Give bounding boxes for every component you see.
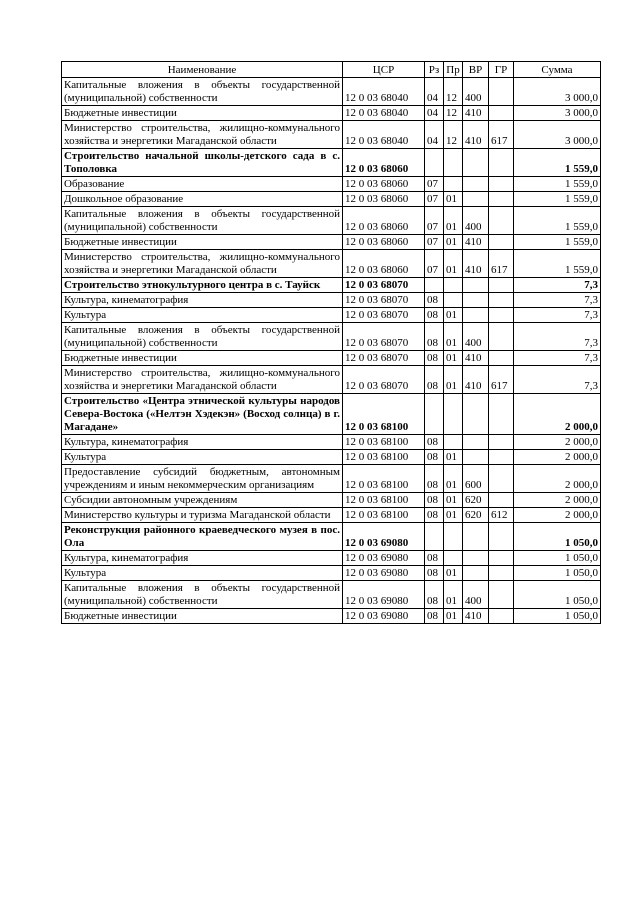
- cell-vr: [463, 450, 489, 465]
- table-row: [62, 106, 601, 121]
- cell-name: Министерство культуры и туризма Магаданской области: [62, 508, 343, 523]
- cell-csr: 12 0 03 68070: [343, 293, 425, 308]
- cell-name: Бюджетные инвестиции: [62, 235, 343, 250]
- table-row: [62, 323, 601, 351]
- cell-gr: [489, 106, 514, 121]
- table-row: [62, 177, 601, 192]
- table-row: [62, 566, 601, 581]
- table-row: [62, 149, 601, 177]
- table-row: [62, 508, 601, 523]
- cell-pr: 12: [444, 121, 463, 149]
- cell-sum: 2 000,0: [514, 394, 601, 435]
- cell-sum: 2 000,0: [514, 493, 601, 508]
- cell-gr: [489, 465, 514, 493]
- cell-csr: 12 0 03 69080: [343, 581, 425, 609]
- cell-name: Строительство этнокультурного центра в с. Тауйск: [62, 278, 343, 293]
- cell-gr: [489, 581, 514, 609]
- cell-pr: 12: [444, 106, 463, 121]
- cell-gr: [489, 192, 514, 207]
- cell-rz: 07: [425, 250, 444, 278]
- table-row: [62, 207, 601, 235]
- cell-rz: [425, 278, 444, 293]
- cell-csr: 12 0 03 68100: [343, 450, 425, 465]
- cell-gr: [489, 493, 514, 508]
- cell-csr: 12 0 03 68060: [343, 250, 425, 278]
- budget-table: [61, 61, 601, 624]
- cell-sum: 1 559,0: [514, 207, 601, 235]
- header-csr: ЦСР: [343, 62, 425, 78]
- cell-sum: 2 000,0: [514, 435, 601, 450]
- cell-csr: 12 0 03 68100: [343, 435, 425, 450]
- header-vr: ВР: [463, 62, 489, 78]
- cell-rz: 08: [425, 293, 444, 308]
- table-header-row: [62, 62, 601, 78]
- cell-vr: 400: [463, 323, 489, 351]
- cell-sum: 7,3: [514, 293, 601, 308]
- cell-sum: 7,3: [514, 351, 601, 366]
- cell-rz: 08: [425, 581, 444, 609]
- cell-sum: 2 000,0: [514, 465, 601, 493]
- cell-vr: [463, 308, 489, 323]
- cell-vr: [463, 149, 489, 177]
- cell-vr: 600: [463, 465, 489, 493]
- cell-vr: 410: [463, 609, 489, 624]
- cell-name: Капитальные вложения в объекты государственной (муниципальной) собственности: [62, 207, 343, 235]
- cell-name: Министерство строительства, жилищно-коммунального хозяйства и энергетики Магаданской области: [62, 121, 343, 149]
- cell-rz: 04: [425, 106, 444, 121]
- cell-pr: 01: [444, 235, 463, 250]
- cell-rz: [425, 394, 444, 435]
- cell-name: Строительство начальной школы-детского сада в с. Тополовка: [62, 149, 343, 177]
- table-row: [62, 465, 601, 493]
- cell-gr: [489, 450, 514, 465]
- cell-rz: 08: [425, 435, 444, 450]
- cell-pr: 01: [444, 366, 463, 394]
- cell-rz: 08: [425, 323, 444, 351]
- cell-pr: 01: [444, 207, 463, 235]
- table-row: [62, 551, 601, 566]
- cell-name: Строительство «Центра этнической культуры народов Севера-Востока («Нелтэн Хэдекэн» (Восход солнца) в г. Магадане»: [62, 394, 343, 435]
- cell-vr: [463, 278, 489, 293]
- cell-gr: 612: [489, 508, 514, 523]
- cell-vr: 400: [463, 581, 489, 609]
- cell-gr: 617: [489, 250, 514, 278]
- cell-sum: 1 559,0: [514, 250, 601, 278]
- cell-rz: 08: [425, 551, 444, 566]
- cell-vr: 410: [463, 235, 489, 250]
- cell-vr: 410: [463, 106, 489, 121]
- cell-gr: [489, 351, 514, 366]
- cell-gr: [489, 207, 514, 235]
- cell-vr: [463, 177, 489, 192]
- cell-gr: [489, 609, 514, 624]
- cell-csr: 12 0 03 68100: [343, 394, 425, 435]
- cell-gr: [489, 149, 514, 177]
- cell-csr: 12 0 03 69080: [343, 551, 425, 566]
- cell-vr: [463, 394, 489, 435]
- cell-sum: 1 050,0: [514, 523, 601, 551]
- cell-rz: [425, 149, 444, 177]
- cell-rz: 08: [425, 450, 444, 465]
- cell-rz: 07: [425, 192, 444, 207]
- cell-gr: [489, 394, 514, 435]
- cell-pr: [444, 177, 463, 192]
- header-sum: Сумма: [514, 62, 601, 78]
- cell-vr: [463, 523, 489, 551]
- cell-vr: [463, 551, 489, 566]
- cell-sum: 7,3: [514, 308, 601, 323]
- cell-vr: 620: [463, 493, 489, 508]
- cell-pr: 01: [444, 566, 463, 581]
- cell-sum: 3 000,0: [514, 106, 601, 121]
- table-row: [62, 351, 601, 366]
- cell-csr: 12 0 03 69080: [343, 566, 425, 581]
- cell-sum: 1 559,0: [514, 149, 601, 177]
- cell-rz: 08: [425, 308, 444, 323]
- cell-pr: [444, 523, 463, 551]
- cell-gr: [489, 323, 514, 351]
- cell-sum: 1 050,0: [514, 551, 601, 566]
- cell-vr: 400: [463, 207, 489, 235]
- table-row: [62, 493, 601, 508]
- cell-name: Капитальные вложения в объекты государственной (муниципальной) собственности: [62, 78, 343, 106]
- cell-csr: 12 0 03 68070: [343, 366, 425, 394]
- cell-vr: [463, 192, 489, 207]
- cell-gr: [489, 523, 514, 551]
- cell-name: Культура: [62, 450, 343, 465]
- cell-vr: 400: [463, 78, 489, 106]
- cell-sum: 3 000,0: [514, 78, 601, 106]
- cell-csr: 12 0 03 68100: [343, 508, 425, 523]
- table-row: [62, 366, 601, 394]
- cell-vr: [463, 435, 489, 450]
- table-body: [62, 78, 601, 624]
- cell-name: Субсидии автономным учреждениям: [62, 493, 343, 508]
- cell-csr: 12 0 03 68070: [343, 323, 425, 351]
- table-row: [62, 308, 601, 323]
- cell-sum: 1 559,0: [514, 235, 601, 250]
- cell-pr: [444, 551, 463, 566]
- cell-gr: [489, 551, 514, 566]
- cell-name: Культура: [62, 308, 343, 323]
- table-row: [62, 450, 601, 465]
- cell-csr: 12 0 03 69080: [343, 609, 425, 624]
- cell-csr: 12 0 03 68070: [343, 278, 425, 293]
- cell-name: Дошкольное образование: [62, 192, 343, 207]
- table-row: [62, 394, 601, 435]
- cell-csr: 12 0 03 68060: [343, 177, 425, 192]
- cell-gr: [489, 566, 514, 581]
- cell-csr: 12 0 03 68100: [343, 493, 425, 508]
- cell-rz: 08: [425, 493, 444, 508]
- cell-sum: 1 050,0: [514, 581, 601, 609]
- cell-name: Предоставление субсидий бюджетным, автономным учреждениям и иным некоммерческим организациям: [62, 465, 343, 493]
- table-row: [62, 235, 601, 250]
- budget-document: [61, 61, 600, 624]
- cell-gr: [489, 78, 514, 106]
- cell-pr: [444, 149, 463, 177]
- table-row: [62, 293, 601, 308]
- cell-csr: 12 0 03 68040: [343, 78, 425, 106]
- cell-rz: [425, 523, 444, 551]
- cell-sum: 1 050,0: [514, 566, 601, 581]
- cell-vr: 410: [463, 121, 489, 149]
- cell-name: Бюджетные инвестиции: [62, 106, 343, 121]
- cell-name: Культура, кинематография: [62, 551, 343, 566]
- cell-pr: 01: [444, 351, 463, 366]
- cell-rz: 08: [425, 366, 444, 394]
- cell-gr: [489, 293, 514, 308]
- cell-name: Капитальные вложения в объекты государственной (муниципальной) собственности: [62, 323, 343, 351]
- cell-rz: 08: [425, 508, 444, 523]
- cell-pr: 12: [444, 78, 463, 106]
- cell-csr: 12 0 03 68100: [343, 465, 425, 493]
- cell-pr: [444, 278, 463, 293]
- cell-vr: [463, 566, 489, 581]
- cell-gr: [489, 308, 514, 323]
- cell-pr: 01: [444, 323, 463, 351]
- cell-vr: 410: [463, 250, 489, 278]
- header-rz: Рз: [425, 62, 444, 78]
- cell-pr: 01: [444, 450, 463, 465]
- cell-csr: 12 0 03 68060: [343, 149, 425, 177]
- table-row: [62, 121, 601, 149]
- cell-sum: 1 559,0: [514, 192, 601, 207]
- cell-pr: 01: [444, 581, 463, 609]
- cell-csr: 12 0 03 68040: [343, 106, 425, 121]
- cell-pr: 01: [444, 192, 463, 207]
- table-row: [62, 192, 601, 207]
- cell-sum: 3 000,0: [514, 121, 601, 149]
- cell-gr: [489, 278, 514, 293]
- cell-name: Бюджетные инвестиции: [62, 609, 343, 624]
- cell-sum: 1 559,0: [514, 177, 601, 192]
- cell-csr: 12 0 03 68060: [343, 192, 425, 207]
- cell-rz: 07: [425, 235, 444, 250]
- cell-vr: [463, 293, 489, 308]
- cell-name: Реконструкция районного краеведческого музея в пос. Ола: [62, 523, 343, 551]
- cell-name: Бюджетные инвестиции: [62, 351, 343, 366]
- cell-sum: 7,3: [514, 278, 601, 293]
- cell-rz: 04: [425, 121, 444, 149]
- header-gr: ГР: [489, 62, 514, 78]
- cell-csr: 12 0 03 69080: [343, 523, 425, 551]
- cell-sum: 2 000,0: [514, 508, 601, 523]
- cell-pr: [444, 435, 463, 450]
- header-pr: Пр: [444, 62, 463, 78]
- cell-pr: 01: [444, 308, 463, 323]
- cell-pr: 01: [444, 465, 463, 493]
- cell-rz: 07: [425, 177, 444, 192]
- cell-gr: 617: [489, 366, 514, 394]
- cell-gr: [489, 435, 514, 450]
- table-row: [62, 78, 601, 106]
- table-row: [62, 278, 601, 293]
- cell-csr: 12 0 03 68070: [343, 308, 425, 323]
- cell-sum: 2 000,0: [514, 450, 601, 465]
- cell-rz: 08: [425, 609, 444, 624]
- table-row: [62, 250, 601, 278]
- cell-pr: 01: [444, 493, 463, 508]
- cell-rz: 07: [425, 207, 444, 235]
- cell-gr: [489, 177, 514, 192]
- cell-sum: 7,3: [514, 366, 601, 394]
- cell-rz: 08: [425, 566, 444, 581]
- cell-name: Капитальные вложения в объекты государственной (муниципальной) собственности: [62, 581, 343, 609]
- cell-csr: 12 0 03 68060: [343, 207, 425, 235]
- table-row: [62, 609, 601, 624]
- cell-gr: 617: [489, 121, 514, 149]
- cell-name: Образование: [62, 177, 343, 192]
- header-name: Наименование: [62, 62, 343, 78]
- cell-vr: 410: [463, 351, 489, 366]
- table-row: [62, 435, 601, 450]
- cell-name: Министерство строительства, жилищно-коммунального хозяйства и энергетики Магаданской области: [62, 250, 343, 278]
- table-row: [62, 581, 601, 609]
- cell-sum: 7,3: [514, 323, 601, 351]
- cell-name: Культура: [62, 566, 343, 581]
- cell-csr: 12 0 03 68060: [343, 235, 425, 250]
- cell-rz: 08: [425, 465, 444, 493]
- cell-gr: [489, 235, 514, 250]
- table-row: [62, 523, 601, 551]
- cell-rz: 08: [425, 351, 444, 366]
- cell-vr: 410: [463, 366, 489, 394]
- cell-csr: 12 0 03 68070: [343, 351, 425, 366]
- cell-pr: [444, 293, 463, 308]
- cell-name: Культура, кинематография: [62, 435, 343, 450]
- cell-pr: [444, 394, 463, 435]
- cell-sum: 1 050,0: [514, 609, 601, 624]
- cell-name: Культура, кинематография: [62, 293, 343, 308]
- cell-vr: 620: [463, 508, 489, 523]
- cell-pr: 01: [444, 609, 463, 624]
- cell-pr: 01: [444, 250, 463, 278]
- cell-rz: 04: [425, 78, 444, 106]
- cell-name: Министерство строительства, жилищно-коммунального хозяйства и энергетики Магаданской области: [62, 366, 343, 394]
- cell-pr: 01: [444, 508, 463, 523]
- cell-csr: 12 0 03 68040: [343, 121, 425, 149]
